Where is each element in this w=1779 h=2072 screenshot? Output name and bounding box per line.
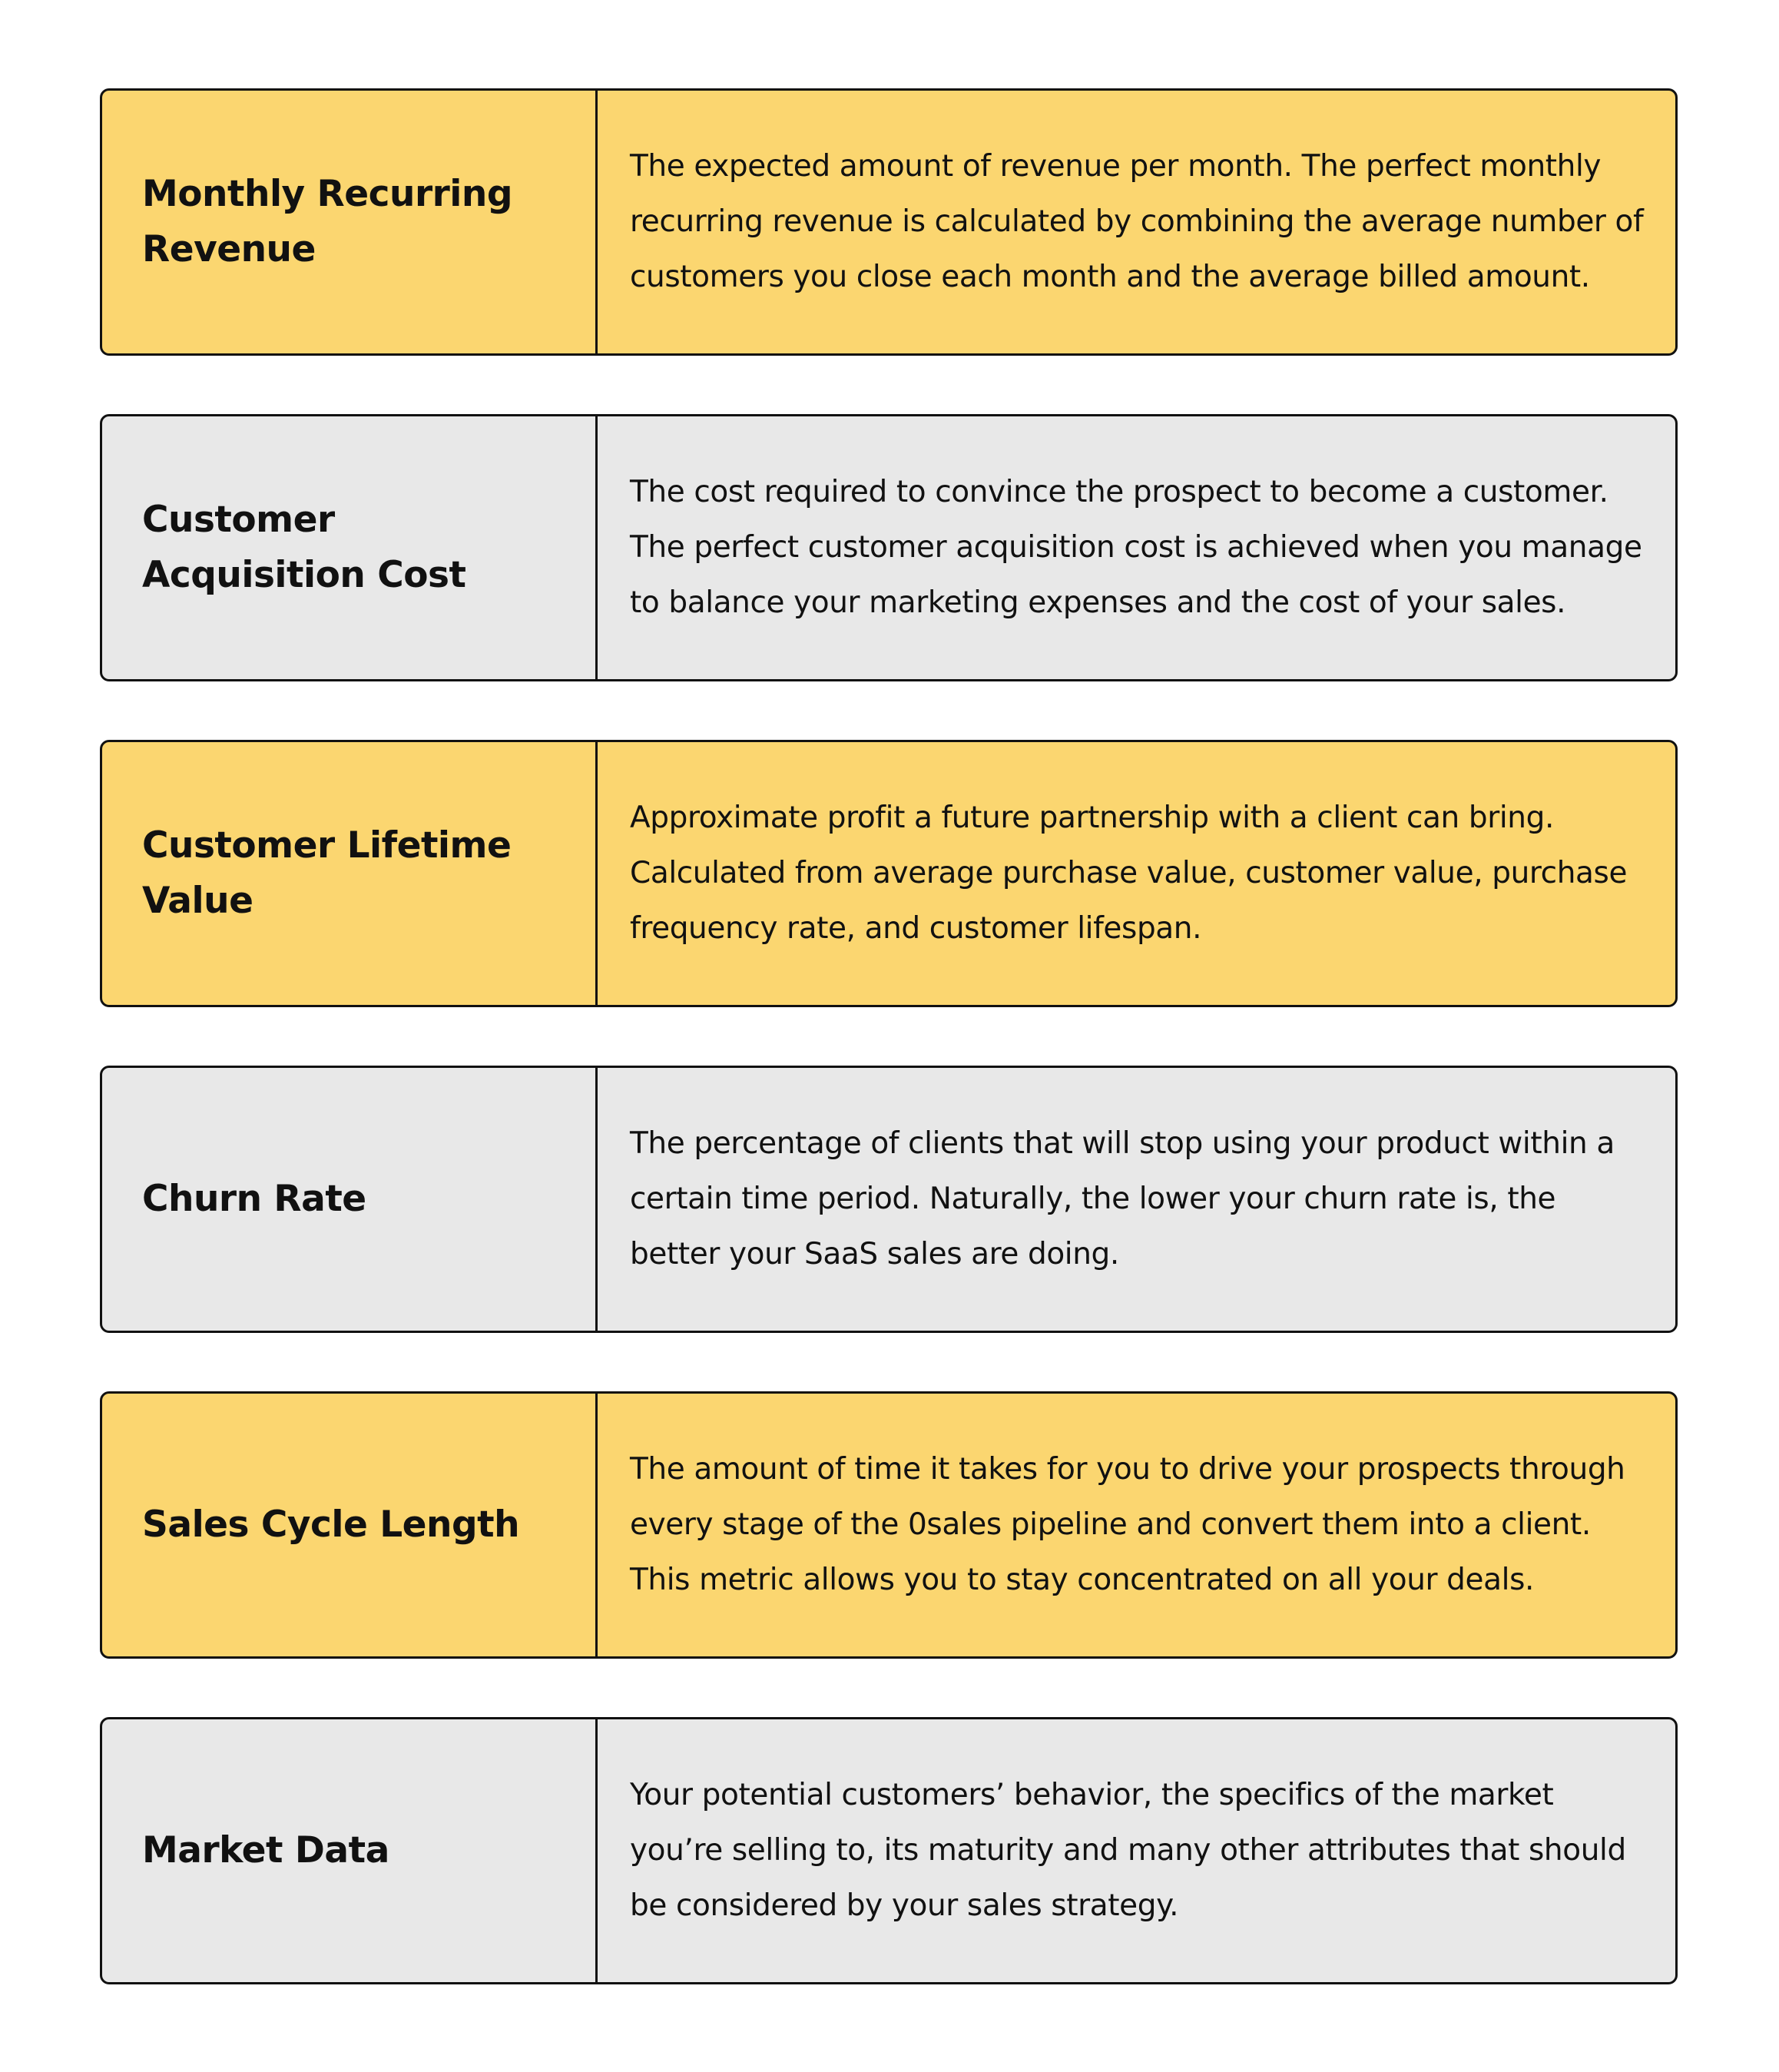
metric-description-cell xyxy=(598,91,1675,353)
metric-term: Customer Lifetime Value xyxy=(142,824,512,922)
metric-row-monthly-recurring-revenue xyxy=(100,88,1678,356)
metric-term-cell xyxy=(102,1394,598,1656)
metric-description: The cost required to convince the prospect to become a customer. The perfect customer acquisition cost is achieved when you manage to balance your marketing expenses and the cost of your sales. xyxy=(630,475,1642,620)
metric-description: The amount of time it takes for you to drive your prospects through every stage of the 0sales pipeline and convert them into a client. This metric allows you to stay concentrated on all your deals. xyxy=(630,1452,1625,1597)
metric-description: Approximate profit a future partnership with a client can bring. Calculated from average purchase value, customer value, purchase frequency rate, and customer lifespan. xyxy=(630,801,1628,946)
metric-term-cell xyxy=(102,1719,598,1982)
metric-row-customer-acquisition-cost xyxy=(100,414,1678,681)
metric-term: Churn Rate xyxy=(142,1178,366,1220)
metric-term-cell xyxy=(102,1068,598,1331)
metric-description-cell xyxy=(598,1068,1675,1331)
metric-description: The expected amount of revenue per month. The perfect monthly recurring revenue is calculated by combining the average number of customers you close each month and the average billed amount. xyxy=(630,149,1644,294)
metric-description: Your potential customers’ behavior, the specifics of the market you’re selling to, its maturity and many other attributes that should be considered by your sales strategy. xyxy=(630,1778,1626,1923)
metric-description-cell xyxy=(598,742,1675,1005)
metric-description-cell xyxy=(598,416,1675,679)
metric-row-market-data xyxy=(100,1717,1678,1984)
metric-term-cell xyxy=(102,416,598,679)
metric-row-churn-rate xyxy=(100,1066,1678,1333)
metric-description-cell xyxy=(598,1394,1675,1656)
metric-row-customer-lifetime-value xyxy=(100,740,1678,1007)
metric-description: The percentage of clients that will stop using your product within a certain time period. Naturally, the lower your churn rate is, the better your SaaS sales are doing. xyxy=(630,1126,1615,1271)
metric-term: Market Data xyxy=(142,1829,389,1871)
metric-term-cell xyxy=(102,742,598,1005)
metric-term: Customer Acquisition Cost xyxy=(142,499,466,596)
metrics-table xyxy=(100,88,1678,1984)
metric-term: Monthly Recurring Revenue xyxy=(142,173,513,270)
metric-term: Sales Cycle Length xyxy=(142,1503,520,1546)
metric-term-cell xyxy=(102,91,598,353)
metric-description-cell xyxy=(598,1719,1675,1982)
metric-row-sales-cycle-length xyxy=(100,1391,1678,1659)
